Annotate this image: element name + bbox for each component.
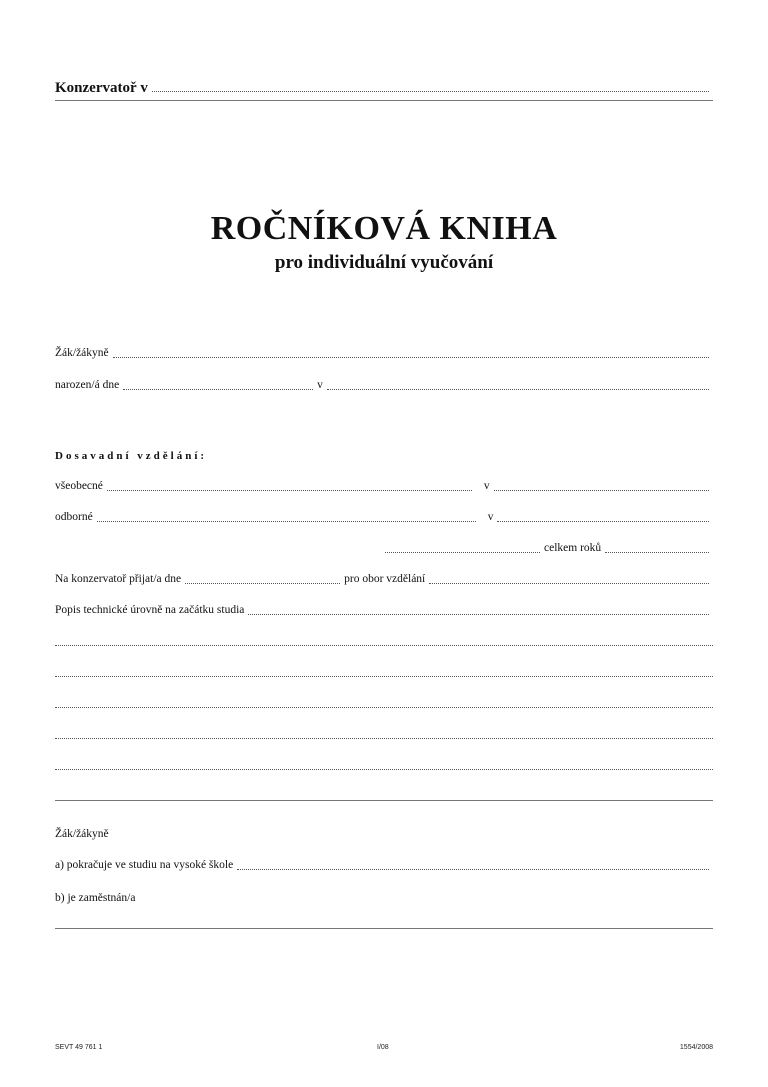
page-title: ROČNÍKOVÁ KNIHA (210, 210, 558, 247)
section-divider (55, 800, 713, 801)
professional-education-field[interactable] (97, 521, 476, 522)
footer-code-left: SEVT 49 761 1 (55, 1044, 103, 1051)
study-field-label: pro obor vzdělání (344, 573, 426, 585)
birth-date-field[interactable] (123, 389, 313, 390)
total-years-row (55, 543, 713, 555)
tech-level-field[interactable] (248, 614, 709, 615)
admission-row (55, 574, 713, 586)
header-row (55, 81, 713, 96)
general-place-label: v (483, 480, 490, 492)
general-education-row (55, 481, 713, 493)
tech-level-line-1[interactable] (55, 645, 713, 646)
student-name-label: Žák/žákyně (55, 347, 109, 359)
student-name-field[interactable] (113, 357, 709, 358)
admission-date-label: Na konzervatoř přijat/a dne (55, 573, 182, 585)
outcome-a-row (55, 860, 713, 872)
tech-level-row (55, 605, 713, 617)
general-place-field[interactable] (494, 490, 709, 491)
outcome-heading: Žák/žákyně (55, 828, 109, 840)
outcome-a-field[interactable] (237, 869, 709, 870)
tech-level-line-2[interactable] (55, 676, 713, 677)
outcome-b-label: b) je zaměstnán/a (55, 892, 136, 904)
education-heading: Dosavadní vzdělání: (55, 450, 208, 462)
birth-place-field[interactable] (327, 389, 709, 390)
birth-place-label: v (317, 379, 323, 391)
professional-place-label: v (487, 511, 494, 523)
birth-row (55, 380, 713, 392)
institution-label: Konzervatoř v (55, 80, 148, 96)
total-years-field[interactable] (605, 552, 709, 553)
professional-place-field[interactable] (497, 521, 709, 522)
header-divider (55, 100, 713, 101)
professional-education-row (55, 512, 713, 524)
tech-level-line-5[interactable] (55, 769, 713, 770)
bottom-divider (55, 928, 713, 929)
footer-code-right: 1554/2008 (679, 1044, 713, 1051)
footer-code-center: I/08 (377, 1044, 389, 1051)
student-name-row (55, 348, 713, 360)
general-education-field[interactable] (107, 490, 472, 491)
institution-field[interactable] (152, 91, 709, 92)
professional-education-label: odborné (55, 511, 93, 523)
admission-date-field[interactable] (185, 583, 340, 584)
birth-date-label: narozen/á dne (55, 379, 120, 391)
tech-level-label: Popis technické úrovně na začátku studia (55, 604, 245, 616)
study-field-field[interactable] (429, 583, 709, 584)
tech-level-line-3[interactable] (55, 707, 713, 708)
education-summary-field[interactable] (385, 552, 540, 553)
outcome-a-label: a) pokračuje ve studiu na vysoké škole (55, 859, 234, 871)
page-subtitle: pro individuální vyučování (274, 252, 494, 273)
tech-level-line-4[interactable] (55, 738, 713, 739)
general-education-label: všeobecné (55, 480, 103, 492)
total-years-label: celkem roků (544, 542, 602, 554)
